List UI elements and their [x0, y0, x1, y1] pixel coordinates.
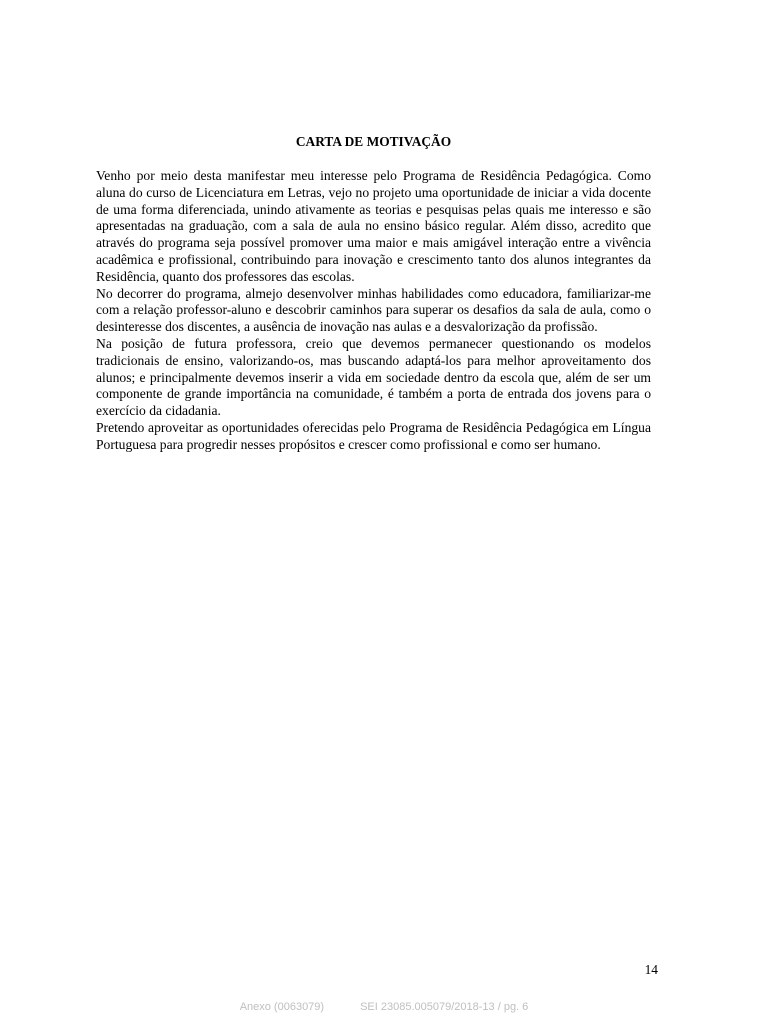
page-number: 14 — [644, 962, 658, 977]
paragraph-closing: Pretendo aproveitar as oportunidades oferecidas pelo Programa de Residência Pedagógica em Língua Portuguesa para progredir nesses propósitos e crescer como profissional e como ser humano. — [96, 419, 651, 452]
letter-body — [96, 168, 651, 454]
document-footer — [0, 1000, 768, 1014]
paragraph-goals: No decorrer do programa, almejo desenvolver minhas habilidades como educadora, familiarizar-me com a relação professor-aluno e descobrir caminhos para superar os desafios da sala de aula, como o desinteresse dos discentes, a ausência de inovação nas aulas e a desvalorização da profissão. — [96, 285, 651, 335]
paragraph-position: Na posição de futura professora, creio que devemos permanecer questionando os modelos tradicionais de ensino, valorizando-os, mas buscando adaptá-los para melhor aproveitamento dos alunos; e principalmente devemos inserir a vida em sociedade dentro da escola que, além de ser um componente de grande importância na comunidade, é também a porta de entrada dos jovens para o exercício da cidadania. — [96, 335, 651, 419]
footer-sei-reference: SEI 23085.005079/2018-13 / pg. 6 — [360, 1001, 529, 1013]
footer-annex-id: Anexo (0063079) — [239, 1001, 325, 1013]
document-title: CARTA DE MOTIVAÇÃO — [295, 134, 452, 149]
paragraph-intro: Venho por meio desta manifestar meu interesse pelo Programa de Residência Pedagógica. Como aluna do curso de Licenciatura em Letras, vejo no projeto uma oportunidade de iniciar a vida docente de uma forma diferenciada, unindo ativamente as teorias e pesquisas pelas quais me interesso e são apresentadas na graduação, com a sala de aula no ensino básico regular. Além disso, acredito que através do programa seja possível promover uma maior e mais amigável interação entre a vivência acadêmica e profissional, contribuindo para inovação e crescimento tanto dos alunos integrantes da Residência, quanto dos professores das escolas. — [96, 168, 651, 284]
